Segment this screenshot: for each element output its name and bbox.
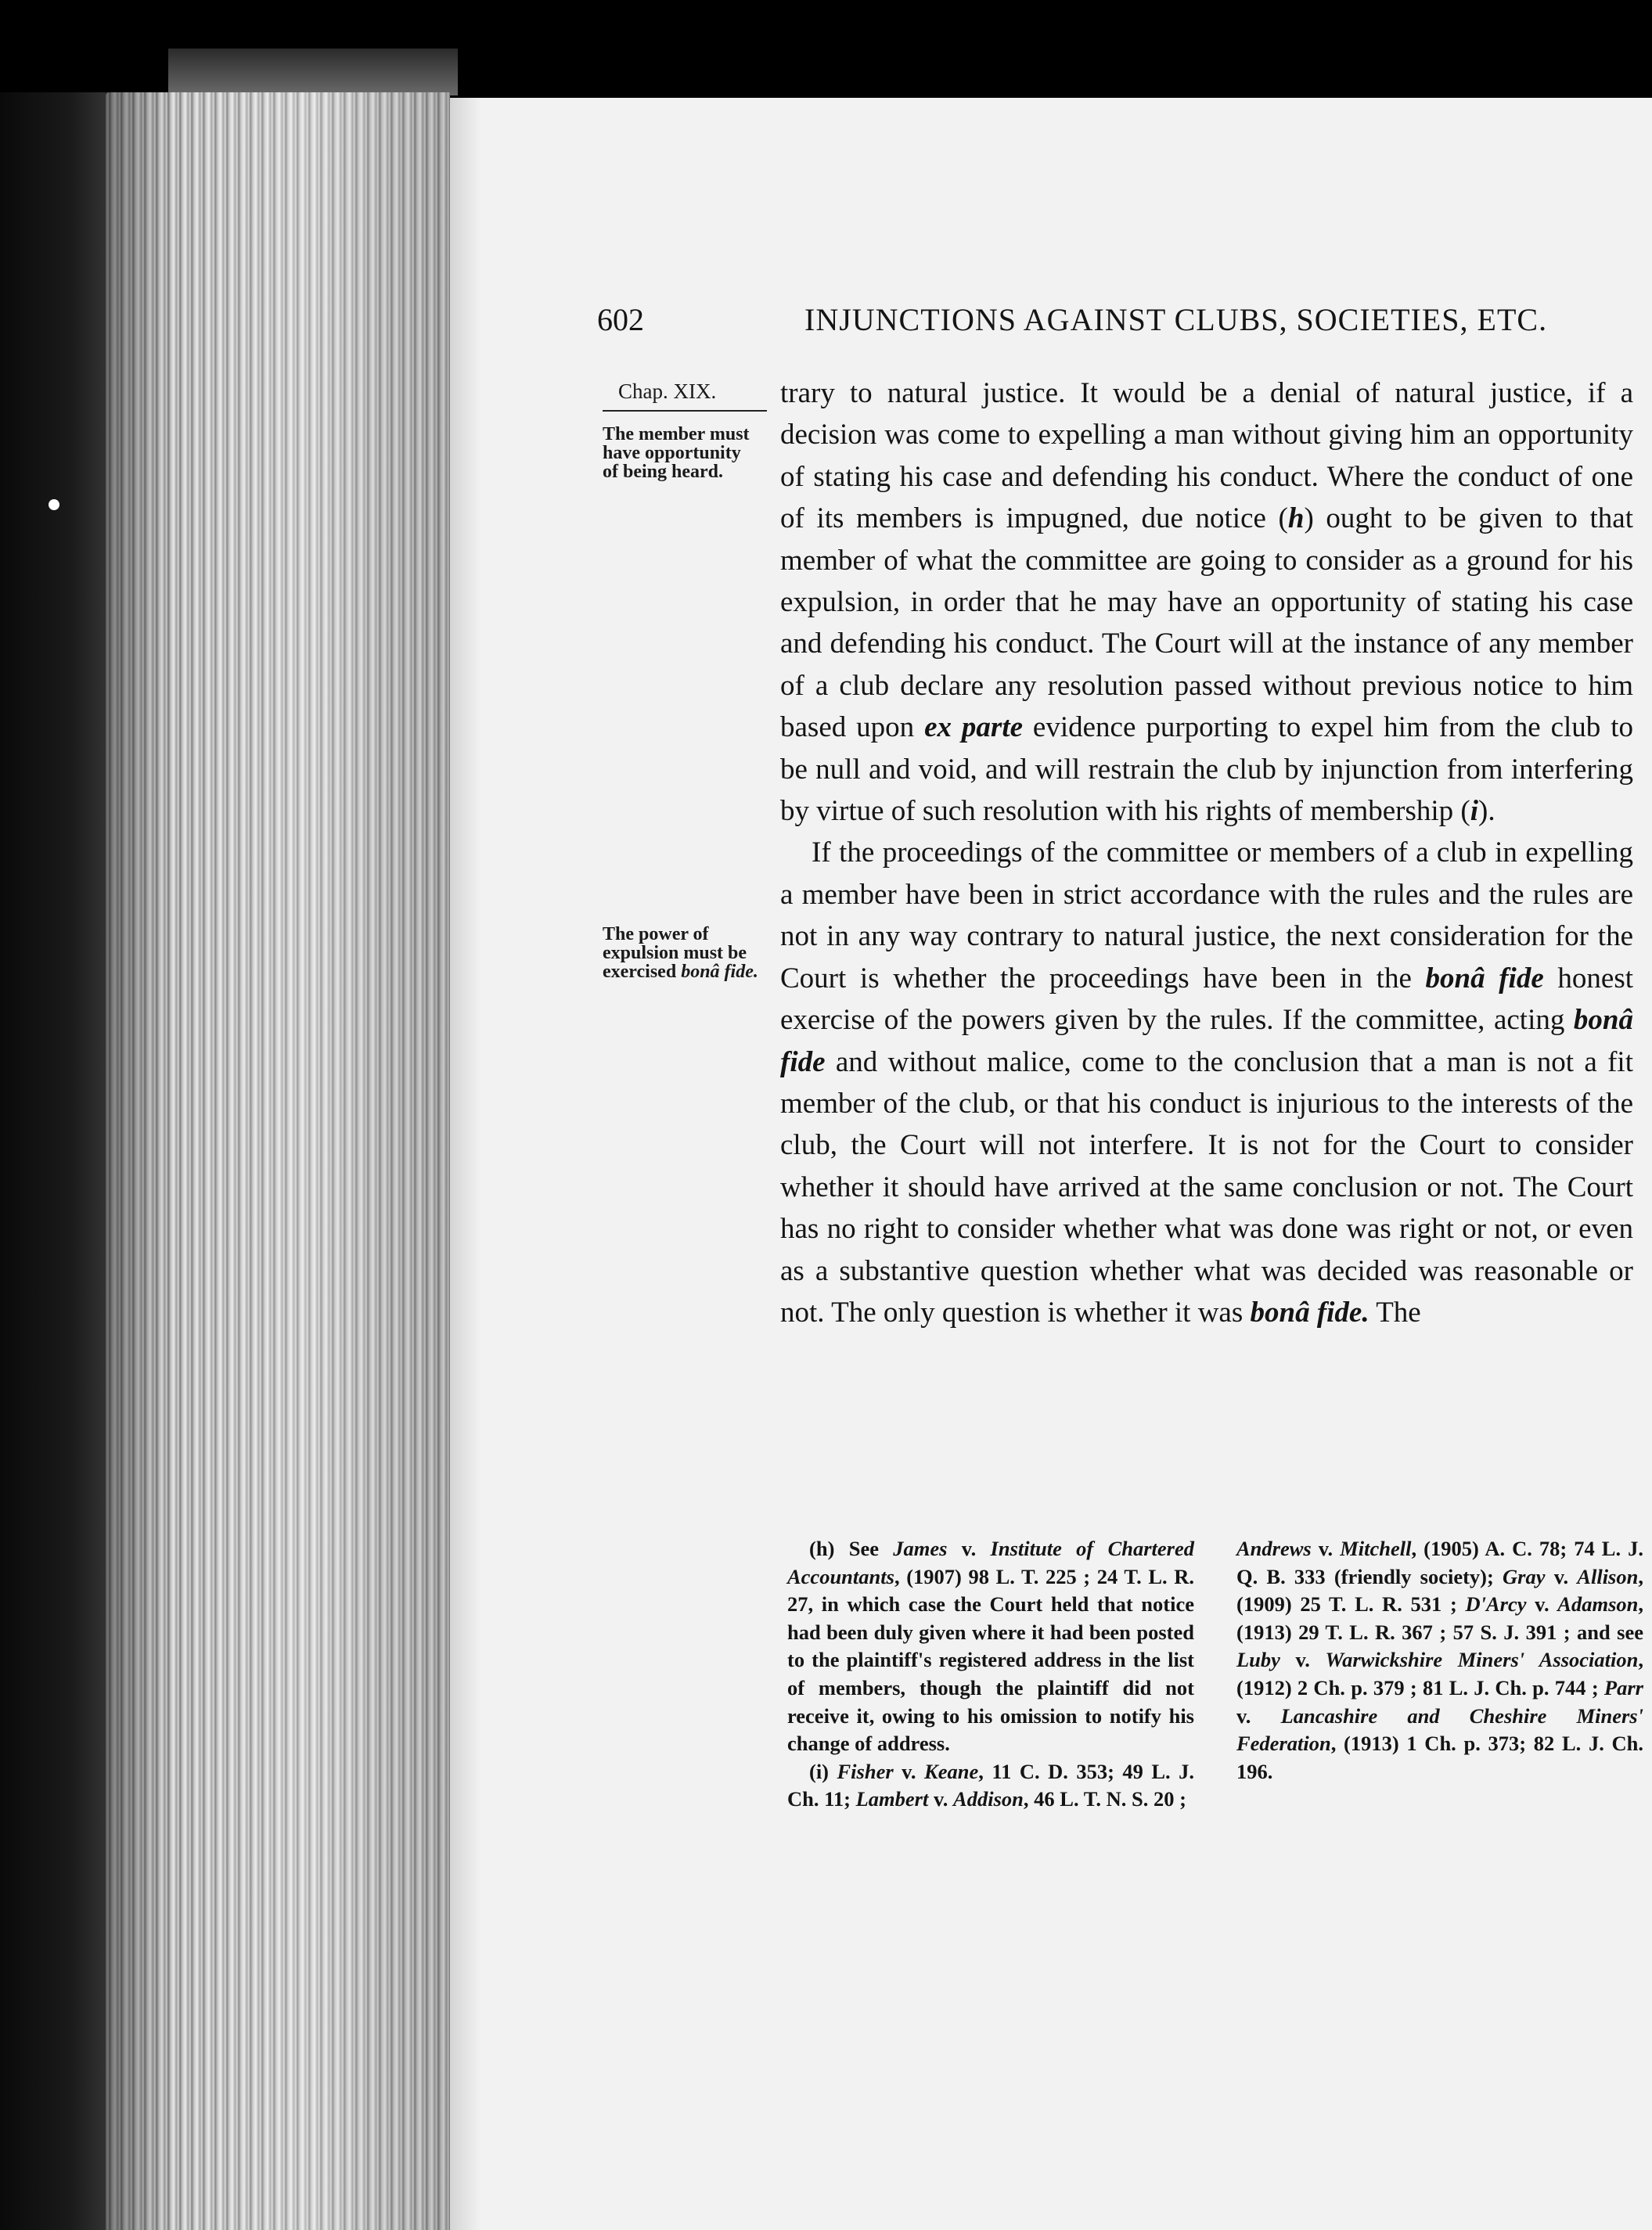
footnote-i: (i) Fisher v. Keane, 11 C. D. 353; 49 L. J. Ch. 11; Lambert v. Addison, 46 L. T. N. S. 20 ; [787,1759,1194,1811]
sidenote-bona-fide [603,925,759,981]
running-title: INJUNCTIONS AGAINST CLUBS, SOCIETIES, ETC. [804,302,1548,337]
paragraph-natural-justice: trary to natural justice. It would be a denial of natural justice, if a decision was come to expelling a man without giving him an opportunity of stating his case and defending his conduct. Where the conduct of one of its members is impugned, due notice (h) ought to be given to that member of what the committee are going to consider as a ground for his expulsion, in order that he may have an opportunity of stating his case and defending his conduct. The Court will at the instance of any member of a club declare any resolution passed without previous notice to him based upon ex parte evidence purporting to expel him from the club to be null and void, and will restrain the club by injunction from interfering by virtue of such resolution with his rights of membership (i). [780,377,1633,828]
footnote-i-continued: Andrews v. Mitchell, (1905) A. C. 78; 74 L. J. Q. B. 333 (friendly society); Gray v. Allison, (1909) 25 T. L. R. 531 ; D'Arcy v. Adamson, (1913) 29 T. L. R. 367 ; 57 S. J. 391 ; and see Luby v. Warwickshire Miners' Association, (1912) 2 Ch. p. 379 ; 81 L. J. Ch. p. 744 ; Parr v. Lancashire and Cheshire Miners' Federation, (1913) 1 Ch. p. 373; 82 L. J. Ch. 196. [1236,1537,1643,1783]
sidenote-opportunity-heard: The member must have opportunity of being heard. [603,424,750,482]
book-page-edges [106,92,450,2230]
chapter-rule [603,410,767,412]
scan-speck [49,499,59,510]
book-top-edge [168,49,458,95]
book-cover-shadow [0,92,117,2230]
running-head [597,301,1629,348]
main-text [780,372,1633,1333]
sidenote-bona-fide-italic: bonâ fide. [681,962,758,982]
footnotes-right-column [1236,1535,1643,1786]
footnotes-left-column [787,1535,1194,1814]
spine-gutter [450,98,481,2230]
paragraph-bona-fide: If the proceedings of the committee or members of a club in expelling a member have been in strict accordance with the rules and the rules are not in any way contrary to natural justice, the next consideration for the Court is whether the proceedings have been in the bonâ fide honest exercise of the powers given by the rules. If the committee, acting bonâ fide and without malice, come to the conclusion that a man is not a fit member of the club, or that his conduct is injurious to the interests of the club, the Court will not interfere. It is not for the Court to consider whether it should have arrived at the same conclusion or not. The Court has no right to consider whether what was done was right or not, or even as a substantive question whether what was decided was reasonable or not. The only question is whether it was bonâ fide. The [780,836,1634,1329]
footnote-h: (h) See James v. Institute of Chartered Accountants, (1907) 98 L. T. 225 ; 24 T. L. R. 27, in which case the Court held that notice had been duly given where it had been posted to the plaintiff's registered address in the list of members, though the plaintiff did not receive it, owing to his omission to notify his change of address. [787,1537,1194,1756]
sidenote-chapter: Chap. XIX. [618,379,717,403]
sidenote-bona-fide-lead: The power of expulsion must be exercised [603,924,747,982]
page-number: 602 [597,302,644,337]
